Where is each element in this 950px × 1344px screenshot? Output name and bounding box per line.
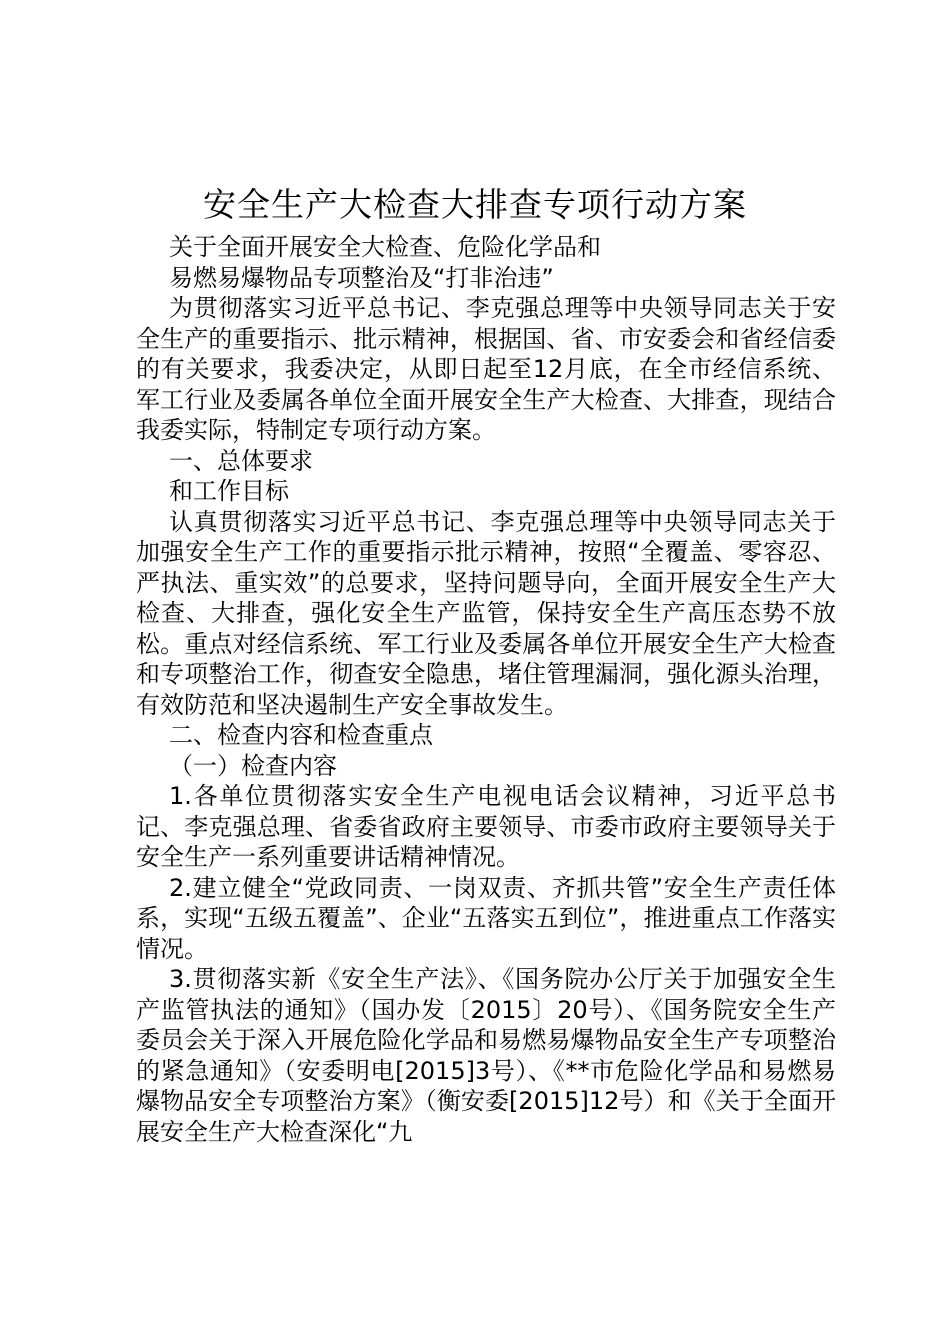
item-3-paragraph: 3.贯彻落实新《安全生产法》、《国务院办公厅关于加强安全生产监管执法的通知》（国办发〔2015〕20号）、《国务院安全生产委员会关于深入开展危险化学品和易燃易爆物品安全生产专项整治的紧急通知》（安委明电[2015]3号）、《**市危险化学品和易燃易爆物品安全专项整治方案》（衡安委[2015]12号）和《关于全面开展安全生产大检查深化“九 <box>136 965 836 1146</box>
section-heading-2: 二、检查内容和检查重点 <box>169 721 433 749</box>
goal-paragraph: 认真贯彻落实习近平总书记、李克强总理等中央领导同志关于加强安全生产工作的重要指示批示精神，按照“全覆盖、零容忍、严执法、重实效”的总要求，坚持问题导向，全面开展安全生产大检查、大排查，强化安全生产监管，保持安全生产高压态势不放松。重点对经信系统、军工行业及委属各单位开展安全生产大检查和专项整治工作，彻查安全隐患，堵住管理漏洞，强化源头治理，有效防范和坚决遏制生产安全事故发生。 <box>136 507 836 719</box>
document-title: 安全生产大检查大排查专项行动方案 <box>203 185 747 224</box>
section-heading-1: 一、总体要求 <box>169 446 313 475</box>
intro-paragraph: 为贯彻落实习近平总书记、李克强总理等中央领导同志关于安全生产的重要指示、批示精神，根据国、省、市安委会和省经信委的有关要求，我委决定，从即日起至12月底，在全市经信系统、军工行业及委属各单位全面开展安全生产大检查、大排查，现结合我委实际，特制定专项行动方案。 <box>136 294 836 444</box>
document-body <box>136 232 836 1147</box>
subsection-heading-1: （一）检查内容 <box>169 751 337 780</box>
item-2-paragraph: 2.建立健全“党政同责、一岗双责、齐抓共管”安全生产责任体系，实现“五级五覆盖”、企业“五落实五到位”，推进重点工作落实情况。 <box>136 873 836 963</box>
subtitle-line-2: 易燃易爆物品专项整治及“打非治违” <box>169 263 554 292</box>
item-1-paragraph: 1.各单位贯彻落实安全生产电视电话会议精神，习近平总书记、李克强总理、省委省政府主要领导、市委市政府主要领导关于安全生产一系列重要讲话精神情况。 <box>136 782 836 871</box>
subtitle-line-1: 关于全面开展安全大检查、危险化学品和 <box>169 233 601 261</box>
section-heading-1-cont: 和工作目标 <box>169 477 289 505</box>
